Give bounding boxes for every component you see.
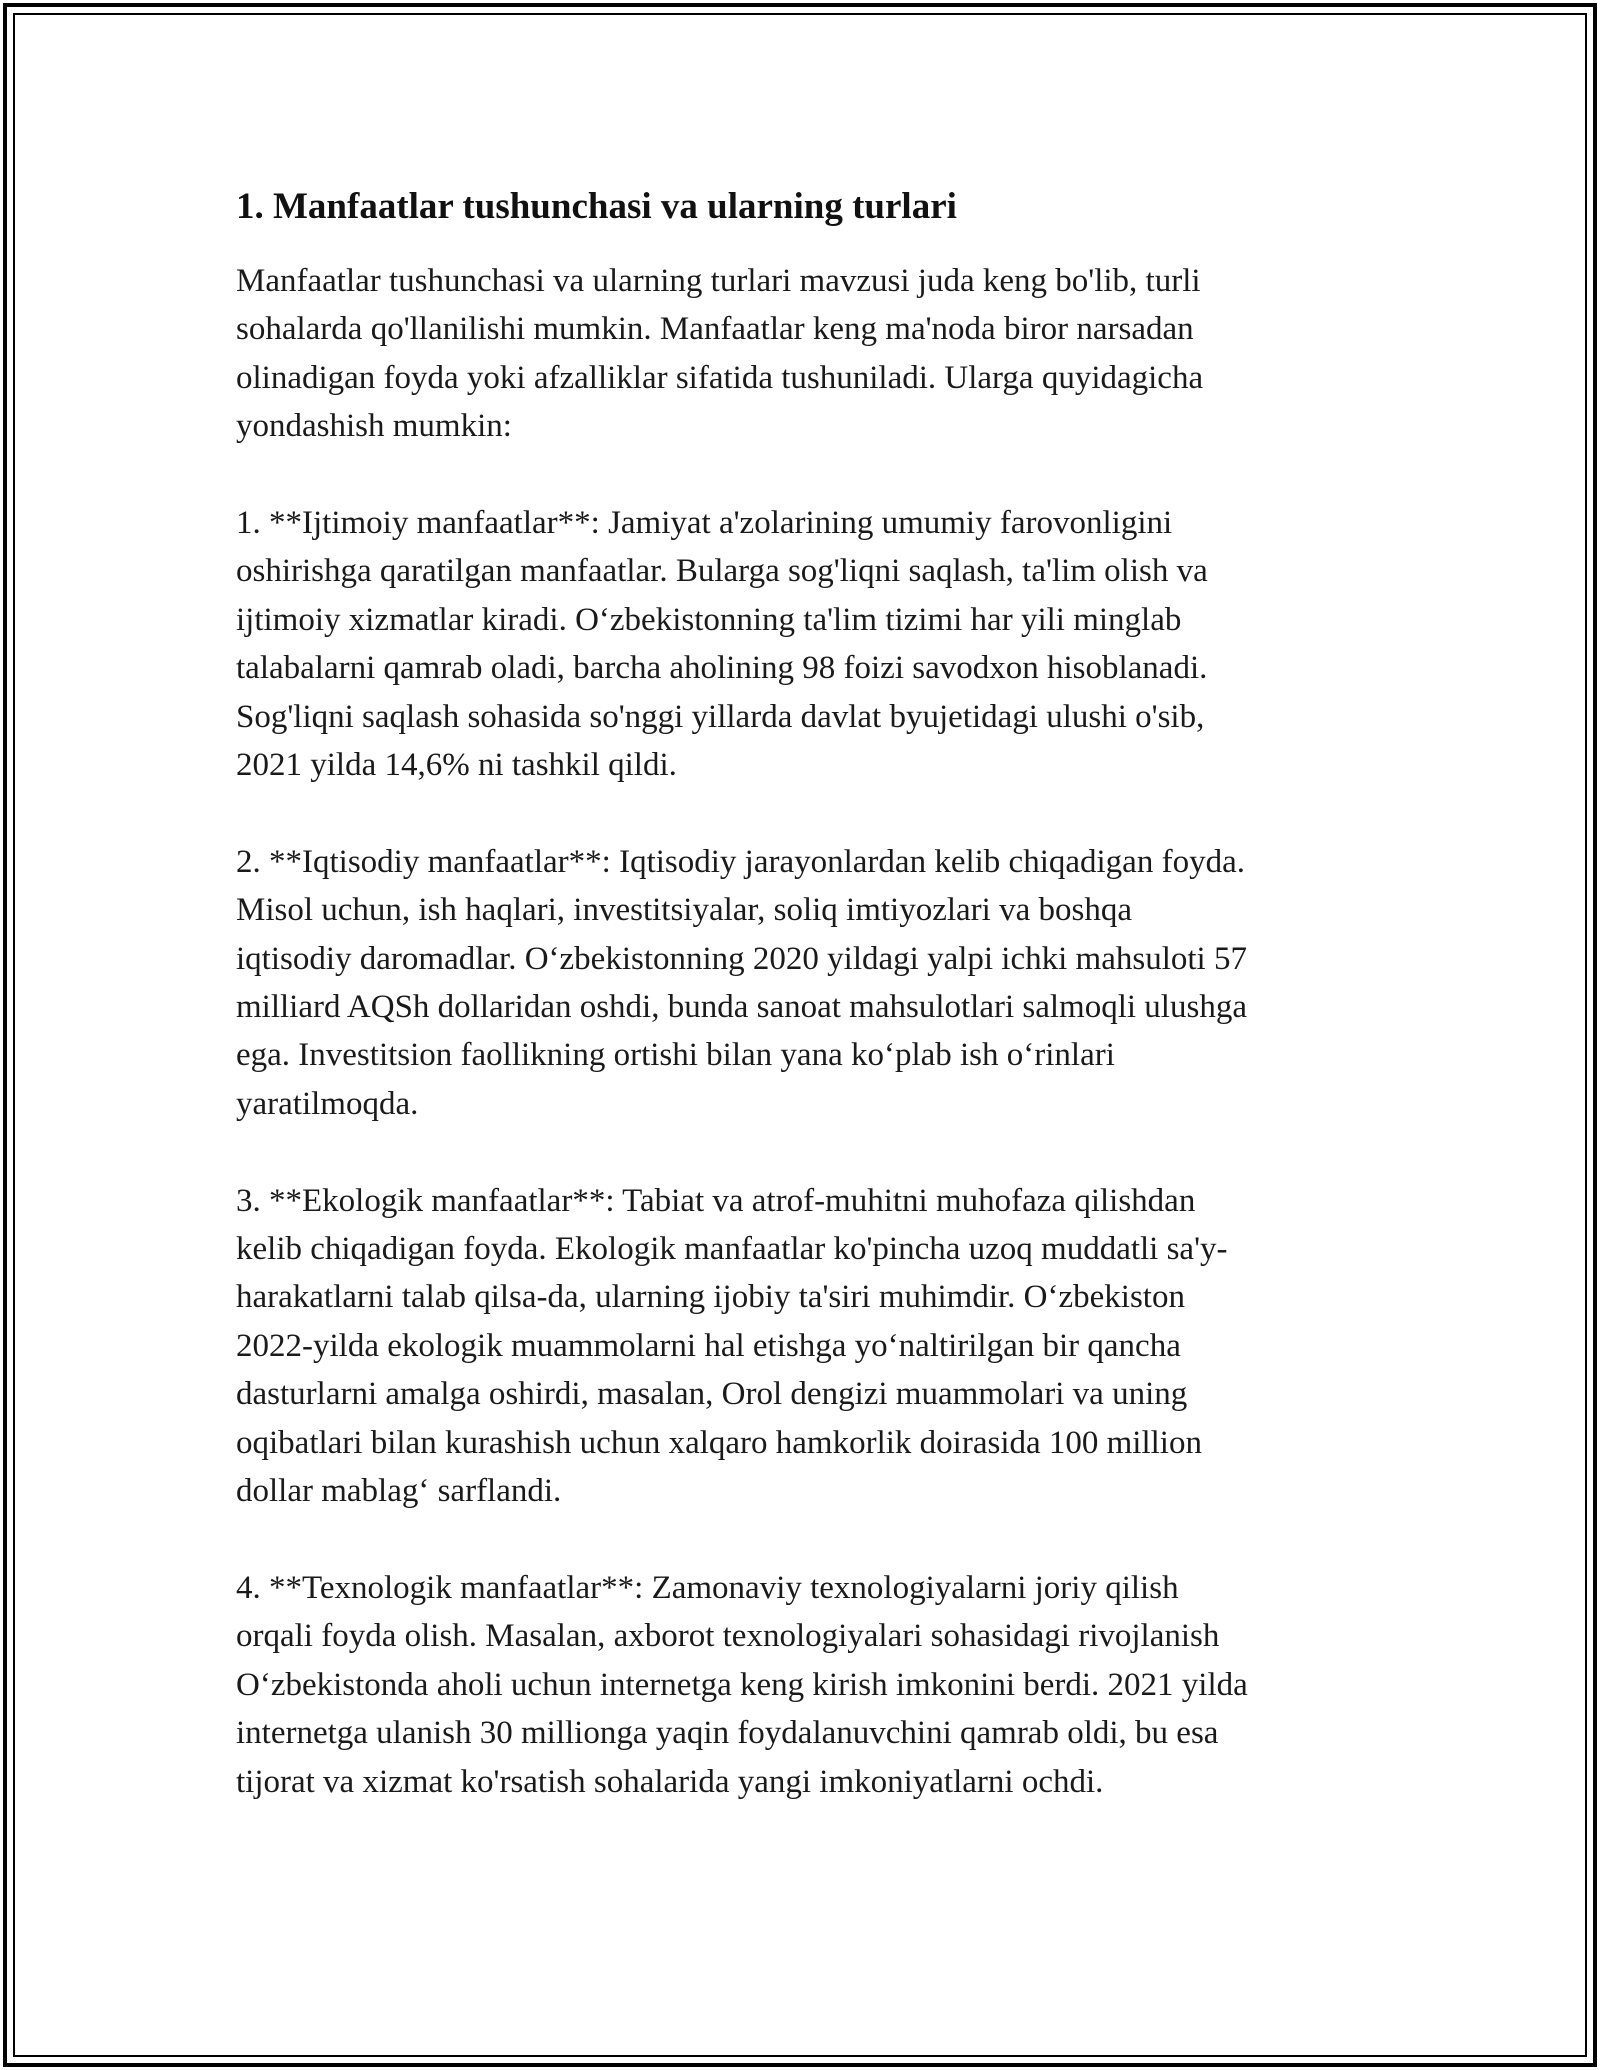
text-line: 2021 yilda 14,6% ni tashkil qildi.: [236, 747, 677, 784]
text-line: 3. **Ekologik manfaatlar**: Tabiat va atrof-muhitni muhofaza qilishdan: [236, 1182, 1196, 1219]
text-line: ijtimoiy xizmatlar kiradi. O‘zbekistonning ta'lim tizimi har yili minglab: [236, 601, 1182, 638]
text-line: ega. Investitsion faollikning ortishi bilan yana ko‘plab ish o‘rinlari: [236, 1037, 1115, 1074]
text-line: Manfaatlar tushunchasi va ularning turlari mavzusi juda keng bo'lib, turli: [236, 263, 1201, 299]
list-item-iqtisodiy: [236, 838, 1366, 1128]
text-line: 2022-yilda ekologik muammolarni hal etishga yo‘naltirilgan bir qancha: [236, 1327, 1181, 1364]
text-line: harakatlarni talab qilsa-da, ularning ijobiy ta'siri muhimdir. O‘zbekiston: [236, 1279, 1185, 1316]
list-item-texnologik: [236, 1564, 1366, 1806]
text-line: talabalarni qamrab oladi, barcha aholining 98 foizi savodxon hisoblanadi.: [236, 650, 1208, 687]
document-body: [236, 183, 1366, 1806]
text-line: Misol uchun, ish haqlari, investitsiyalar, soliq imtiyozlari va boshqa: [236, 892, 1132, 929]
text-line: oshirishga qaratilgan manfaatlar. Bularga sog'liqni saqlash, ta'lim olish va: [236, 553, 1208, 590]
text-line: tijorat va xizmat ko'rsatish sohalarida yangi imkoniyatlarni ochdi.: [236, 1763, 1104, 1800]
text-line: kelib chiqadigan foyda. Ekologik manfaatlar ko'pincha uzoq muddatli sa'y-: [236, 1231, 1228, 1268]
text-line: iqtisodiy daromadlar. O‘zbekistonning 2020 yildagi yalpi ichki mahsuloti 57: [236, 940, 1247, 977]
text-line: 4. **Texnologik manfaatlar**: Zamonaviy texnologiyalarni joriy qilish: [236, 1569, 1179, 1606]
text-line: sohalarda qo'llanilishi mumkin. Manfaatlar keng ma'noda biror narsadan: [236, 311, 1194, 348]
text-line: olinadigan foyda yoki afzalliklar sifatida tushuniladi. Ularga quyidagicha: [236, 359, 1204, 396]
text-line: dasturlarni amalga oshirdi, masalan, Orol dengizi muammolari va uning: [236, 1376, 1188, 1413]
text-line: 1. **Ijtimoiy manfaatlar**: Jamiyat a'zolarining umumiy farovonligini: [236, 505, 1173, 542]
list-item-ekologik: [236, 1177, 1366, 1516]
paragraph-gap: [236, 1128, 1366, 1176]
text-line: oqibatlari bilan kurashish uchun xalqaro hamkorlik doirasida 100 million: [236, 1424, 1202, 1461]
intro-paragraph: [236, 257, 1366, 451]
text-line: O‘zbekistonda aholi uchun internetga keng kirish imkonini berdi. 2021 yilda: [236, 1666, 1248, 1703]
text-line: internetga ulanish 30 millionga yaqin foydalanuvchini qamrab oldi, bu esa: [236, 1715, 1219, 1752]
section-heading: 1. Manfaatlar tushunchasi va ularning turlari: [236, 186, 957, 227]
paragraph-gap: [236, 1516, 1366, 1564]
text-line: orqali foyda olish. Masalan, axborot texnologiyalari sohasidagi rivojlanish: [236, 1618, 1220, 1655]
text-line: yondashish mumkin:: [236, 408, 512, 445]
text-line: dollar mablag‘ sarflandi.: [236, 1473, 562, 1510]
text-line: yaratilmoqda.: [236, 1085, 419, 1122]
text-line: milliard AQSh dollaridan oshdi, bunda sanoat mahsulotlari salmoqli ulushga: [236, 989, 1247, 1026]
paragraph-gap: [236, 789, 1366, 837]
list-item-ijtimoiy: [236, 499, 1366, 789]
paragraph-gap: [236, 451, 1366, 499]
text-line: Sog'liqni saqlash sohasida so'nggi yillarda davlat byujetidagi ulushi o'sib,: [236, 698, 1205, 735]
text-line: 2. **Iqtisodiy manfaatlar**: Iqtisodiy jarayonlardan kelib chiqadigan foyda.: [236, 843, 1245, 880]
